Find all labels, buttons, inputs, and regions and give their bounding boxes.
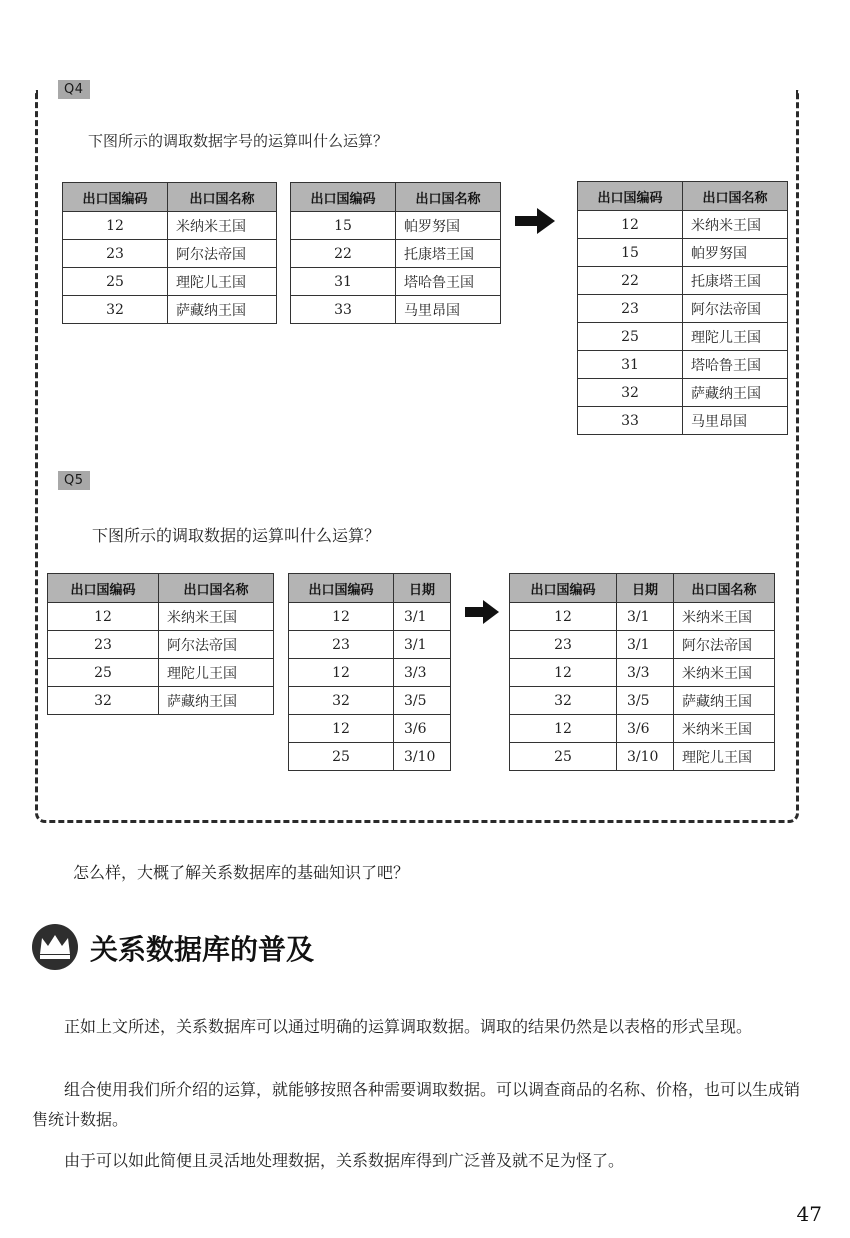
table-cell: 塔哈鲁王国 [683,351,788,379]
column-header: 日期 [617,574,674,603]
table-row [578,351,788,379]
table-row [48,603,274,631]
table-cell: 阿尔法帝国 [159,631,274,659]
page-number: 47 [796,1202,822,1226]
table-cell: 32 [63,296,168,324]
table-cell: 32 [48,687,159,715]
table-cell: 3/1 [394,603,451,631]
table-row [578,239,788,267]
table-row [63,296,277,324]
table-cell: 31 [578,351,683,379]
table-cell: 阿尔法帝国 [168,240,277,268]
table-cell: 12 [510,659,617,687]
table-cell: 25 [63,268,168,296]
table-row [289,631,451,659]
table-cell: 马里昂国 [683,407,788,435]
table-row [578,323,788,351]
table-cell: 25 [289,743,394,771]
table-cell: 12 [578,211,683,239]
table-cell: 25 [510,743,617,771]
q5-table-b [288,573,451,771]
paragraph-2: 组合使用我们所介绍的运算，就能够按照各种需要调取数据。可以调查商品的名称、价格，也可以生成销售统计数据。 [32,1080,801,1129]
table-header-row [578,182,788,211]
table-cell: 帕罗努国 [683,239,788,267]
summary-line: 怎么样，大概了解关系数据库的基础知识了吧？ [73,863,410,882]
column-header: 出口国名称 [168,183,277,212]
table-cell: 12 [510,603,617,631]
column-header: 出口国编码 [510,574,617,603]
crown-icon [30,924,80,970]
q4-table-b [290,182,501,324]
section-title: 关系数据库的普及 [90,933,315,966]
table-row [289,743,451,771]
column-header: 出口国编码 [578,182,683,211]
table-cell: 32 [510,687,617,715]
q5-label: Q5 [58,471,90,490]
table-cell: 理陀儿王国 [168,268,277,296]
q4-result-table [577,181,788,435]
table-cell: 23 [48,631,159,659]
column-header: 出口国编码 [63,183,168,212]
table-cell: 33 [291,296,396,324]
table-row [48,687,274,715]
table-cell: 23 [510,631,617,659]
table-cell: 理陀儿王国 [683,323,788,351]
table-row [510,687,775,715]
table-cell: 米纳米王国 [159,603,274,631]
table-cell: 塔哈鲁王国 [396,268,501,296]
table-cell: 32 [289,687,394,715]
table-row [291,240,501,268]
table-cell: 托康塔王国 [683,267,788,295]
arrow-right-icon [465,598,501,626]
table-cell: 米纳米王国 [168,212,277,240]
table-row [510,715,775,743]
table-header-row [63,183,277,212]
table-cell: 3/1 [394,631,451,659]
table-row [48,659,274,687]
table-cell: 3/3 [394,659,451,687]
table-cell: 12 [289,715,394,743]
table-cell: 3/1 [617,603,674,631]
table-cell: 理陀儿王国 [159,659,274,687]
table-cell: 3/3 [617,659,674,687]
table-row [289,659,451,687]
table-cell: 理陀儿王国 [674,743,775,771]
column-header: 出口国名称 [159,574,274,603]
table-row [578,295,788,323]
paragraph-3: 由于可以如此简便且灵活地处理数据，关系数据库得到广泛普及就不足为怪了。 [64,1151,625,1170]
table-row [291,212,501,240]
paragraph-1: 正如上文所述，关系数据库可以通过明确的运算调取数据。调取的结果仍然是以表格的形式呈现。 [64,1017,753,1036]
table-cell: 帕罗努国 [396,212,501,240]
table-cell: 25 [578,323,683,351]
table-row [578,407,788,435]
table-header-row [48,574,274,603]
table-cell: 22 [578,267,683,295]
table-header-row [510,574,775,603]
table-cell: 阿尔法帝国 [683,295,788,323]
table-cell: 阿尔法帝国 [674,631,775,659]
table-cell: 12 [289,603,394,631]
table-row [48,631,274,659]
table-cell: 23 [63,240,168,268]
table-row [63,268,277,296]
table-row [578,211,788,239]
q4-question: 下图所示的调取数据字号的运算叫什么运算？ [88,132,389,150]
q5-table-a [47,573,274,715]
table-cell: 33 [578,407,683,435]
table-row [291,296,501,324]
table-cell: 3/5 [394,687,451,715]
table-cell: 萨藏纳王国 [168,296,277,324]
table-cell: 3/10 [394,743,451,771]
table-cell: 3/1 [617,631,674,659]
table-row [510,743,775,771]
table-cell: 萨藏纳王国 [674,687,775,715]
table-cell: 萨藏纳王国 [683,379,788,407]
table-cell: 15 [291,212,396,240]
table-cell: 12 [289,659,394,687]
table-cell: 米纳米王国 [683,211,788,239]
table-cell: 15 [578,239,683,267]
table-cell: 31 [291,268,396,296]
table-cell: 米纳米王国 [674,715,775,743]
q4-label: Q4 [58,80,90,99]
table-cell: 32 [578,379,683,407]
table-row [510,631,775,659]
table-cell: 23 [578,295,683,323]
table-row [578,267,788,295]
table-cell: 23 [289,631,394,659]
table-row [510,659,775,687]
table-cell: 3/5 [617,687,674,715]
table-cell: 米纳米王国 [674,603,775,631]
table-cell: 托康塔王国 [396,240,501,268]
table-cell: 12 [48,603,159,631]
table-cell: 22 [291,240,396,268]
table-row [289,715,451,743]
column-header: 出口国编码 [48,574,159,603]
table-cell: 萨藏纳王国 [159,687,274,715]
column-header: 出口国名称 [683,182,788,211]
table-header-row [289,574,451,603]
column-header: 出口国名称 [674,574,775,603]
table-header-row [291,183,501,212]
table-row [63,240,277,268]
table-row [291,268,501,296]
column-header: 出口国名称 [396,183,501,212]
q5-result-table [509,573,775,771]
table-cell: 3/6 [394,715,451,743]
q4-table-a [62,182,277,324]
table-cell: 3/6 [617,715,674,743]
table-row [63,212,277,240]
column-header: 出口国编码 [291,183,396,212]
table-cell: 12 [63,212,168,240]
column-header: 出口国编码 [289,574,394,603]
table-row [578,379,788,407]
q5-question: 下图所示的调取数据的运算叫什么运算？ [92,526,381,545]
table-row [289,687,451,715]
column-header: 日期 [394,574,451,603]
table-cell: 3/10 [617,743,674,771]
table-cell: 25 [48,659,159,687]
table-row [510,603,775,631]
table-cell: 米纳米王国 [674,659,775,687]
table-row [289,603,451,631]
table-cell: 马里昂国 [396,296,501,324]
table-cell: 12 [510,715,617,743]
arrow-right-icon [515,206,557,236]
